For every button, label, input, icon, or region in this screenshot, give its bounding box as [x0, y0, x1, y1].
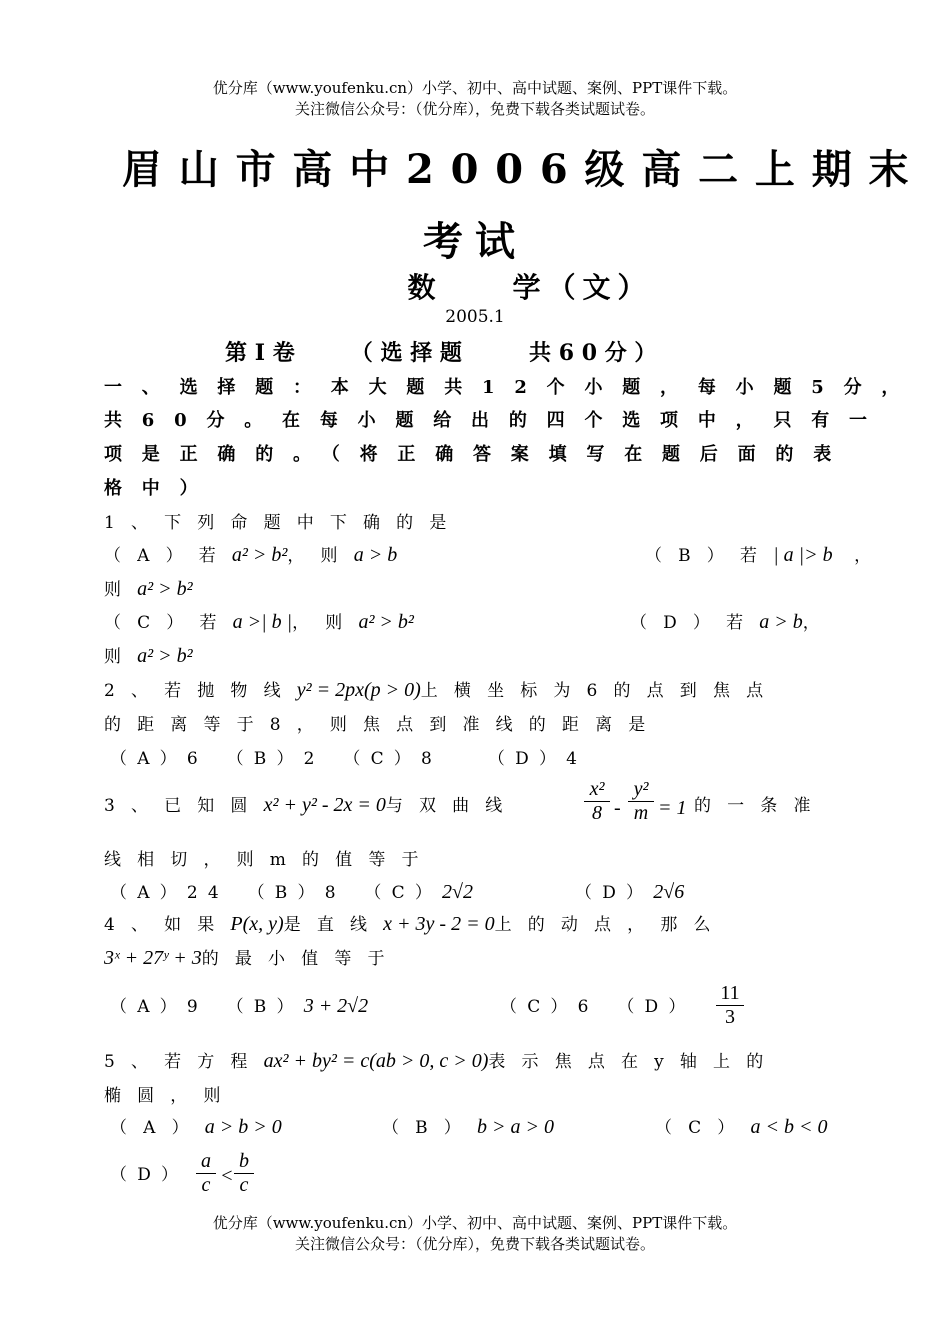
q5-d-fraction-2 [234, 1150, 254, 1197]
q5-d-label: （D） [110, 1165, 189, 1185]
q4-line-2-text: 的最小值等于 [201, 949, 401, 969]
q3-opt-c-value: 2√2 [442, 881, 474, 903]
q2-equation: y² = 2px(p > 0) [296, 679, 421, 701]
q1-a-comma: ， [287, 546, 321, 566]
q5-option-b [382, 1113, 554, 1139]
banner-line-2: 关注微信公众号：（优分库），免费下载各类试题试卷。 [294, 100, 655, 118]
volume-heading: 第Ⅰ卷 （选择题 共60分） [225, 340, 665, 366]
exam-date: 2005.1 [445, 307, 505, 327]
q3-rest: 的一条准 [694, 796, 827, 816]
q5-a-label: （A） [110, 1118, 205, 1138]
q4-opt-d-num: 11 [720, 982, 740, 1004]
q5-rest: 表示焦点在y轴上的 [488, 1052, 780, 1072]
q3-frac1-num: x² [589, 778, 605, 800]
q1-b-label: （B） [645, 546, 740, 566]
q1-a-if: 若 [198, 546, 232, 566]
q1-b-if: 若 [739, 546, 774, 566]
q5-c-value: a < b < 0 [750, 1116, 828, 1138]
q1-d-if: 若 [726, 613, 760, 633]
q4-line-eq: x + 3y - 2 = 0 [383, 913, 495, 935]
q3-eq-end: = 1 [658, 797, 687, 819]
section-instruction-line-3: 项是正确的。（将正确答案填写在题后面的表 [104, 444, 851, 465]
q1-b-then: 则 [104, 580, 138, 600]
q3-fraction-2 [628, 778, 654, 825]
q5-b-value: b > a > 0 [476, 1116, 554, 1138]
q5-equation: ax² + by² = c(ab > 0, c > 0) [263, 1050, 489, 1072]
q3-fraction-1 [584, 778, 610, 825]
q2-num: 2、若抛物线 [104, 681, 297, 701]
q2-line-2: 的距离等于8，则焦点到准线的距离是 [104, 715, 662, 735]
footer-banner-line-2: 关注微信公众号：（优分库），免费下载各类试题试卷。 [294, 1235, 655, 1253]
q4-expression: 3ˣ + 27ʸ + 3 [104, 947, 202, 969]
subject-heading: 数 学（文） [407, 271, 653, 304]
q1-d-label: （D） [630, 613, 727, 633]
q1-d-then: 则 [104, 647, 138, 667]
q4-opt-d-den: 3 [716, 1005, 744, 1029]
q3-line-1 [104, 791, 518, 817]
q1-a-result: a > b [353, 544, 398, 566]
q5-num: 5、若方程 [104, 1052, 264, 1072]
footer-banner-line-1: 优分库（www.youfenku.cn）小学、初中、高中试题、案例、PPT课件下载。 [212, 1214, 738, 1232]
q1-option-d [630, 608, 836, 634]
q3-frac2-den: m [628, 801, 654, 825]
banner-line-1: 优分库（www.youfenku.cn）小学、初中、高中试题、案例、PPT课件下载。 [212, 79, 738, 97]
q2-line-1 [104, 676, 779, 702]
q3-minus: - [614, 797, 621, 819]
q4-point: P(x, y) [230, 913, 284, 935]
q1-b-result: a² > b² [137, 578, 193, 600]
q1-option-c [104, 608, 414, 634]
q3-mid: 与双曲线 [385, 796, 519, 816]
q4-line-1 [104, 910, 727, 936]
q5-option-a [110, 1113, 282, 1139]
q1-c-label: （C） [104, 613, 200, 633]
q1-b-comma: ， [854, 546, 888, 566]
q1-option-a [104, 541, 397, 567]
q1-c-then: 则 [325, 613, 359, 633]
q1-a-label: （A） [104, 546, 199, 566]
q5-d-num2: b [239, 1150, 249, 1172]
q5-b-label: （B） [382, 1118, 477, 1138]
q3-opt-abc: （A）24 （B）8 （C） [110, 883, 443, 903]
q1-option-d-cont [104, 642, 193, 668]
q1-c-if: 若 [199, 613, 233, 633]
q5-c-label: （C） [655, 1118, 751, 1138]
q4-num: 4、如果 [104, 915, 231, 935]
q3-frac1-den: 8 [584, 801, 610, 825]
q3-options [110, 878, 473, 904]
q3-frac2-num: y² [633, 778, 649, 800]
q1-c-result: a² > b² [358, 611, 414, 633]
q3-circle-eq: x² + y² - 2x = 0 [263, 794, 386, 816]
q3-opt-d-value: 2√6 [653, 881, 685, 903]
q3-option-d [575, 878, 684, 904]
q1-b-condition: | a |> b [773, 544, 833, 566]
q5-d-den2: c [234, 1173, 254, 1197]
q5-line-1 [104, 1047, 779, 1073]
q3-num: 3、已知圆 [104, 796, 264, 816]
page-title-line-1: 眉山市高中2006级高二上期末 [122, 146, 926, 193]
q4-opt-ab: （A）9 （B） [110, 997, 304, 1017]
q4-mid: 是直线 [283, 915, 384, 935]
q1-a-condition: a² > b² [231, 544, 288, 566]
q1-d-result: a² > b² [137, 645, 193, 667]
q5-d-less-than: < [220, 1165, 234, 1187]
q4-rest: 上的动点，那么 [494, 915, 727, 935]
q3-opt-d-label: （D） [575, 883, 654, 903]
q3-line-2: 线相切，则m的值等于 [104, 850, 435, 870]
q1-stem: 1、下列命题中下确的是 [104, 513, 463, 533]
section-instruction-line-2: 共60分。在每小题给出的四个选项中，只有一 [104, 410, 887, 431]
q5-d-num1: a [201, 1150, 211, 1172]
q5-option-c [655, 1113, 827, 1139]
q4-options-ab [110, 992, 368, 1018]
q1-d-condition: a > b [759, 611, 803, 633]
q4-opt-d-fraction [716, 982, 744, 1029]
page-title-line-2: 考试 [423, 218, 527, 265]
q4-line-2 [104, 944, 401, 970]
section-instruction-line-4: 格中） [104, 478, 218, 499]
q2-rest: 上横坐标为6的点到焦点 [420, 681, 780, 701]
q1-c-condition: a >| b | [232, 611, 293, 633]
q5-d-fraction-1 [196, 1150, 216, 1197]
q1-d-comma: ， [802, 613, 836, 633]
q4-options-cd: （C）6 （D） [500, 997, 696, 1017]
section-instruction-line-1: 一、选择题：本大题共12个小题，每小题5分， [104, 377, 920, 398]
q5-d-den1: c [196, 1173, 216, 1197]
q1-a-then: 则 [320, 546, 354, 566]
q4-opt-b-value: 3 + 2√2 [303, 995, 369, 1017]
q5-a-value: a > b > 0 [204, 1116, 282, 1138]
q1-c-comma: ， [292, 613, 326, 633]
q2-options: （A）6 （B）2 （C）8 （D）4 [110, 749, 588, 769]
q1-option-b [645, 541, 887, 567]
q1-option-b-cont [104, 575, 193, 601]
q5-line-2: 椭圆，则 [104, 1086, 237, 1106]
